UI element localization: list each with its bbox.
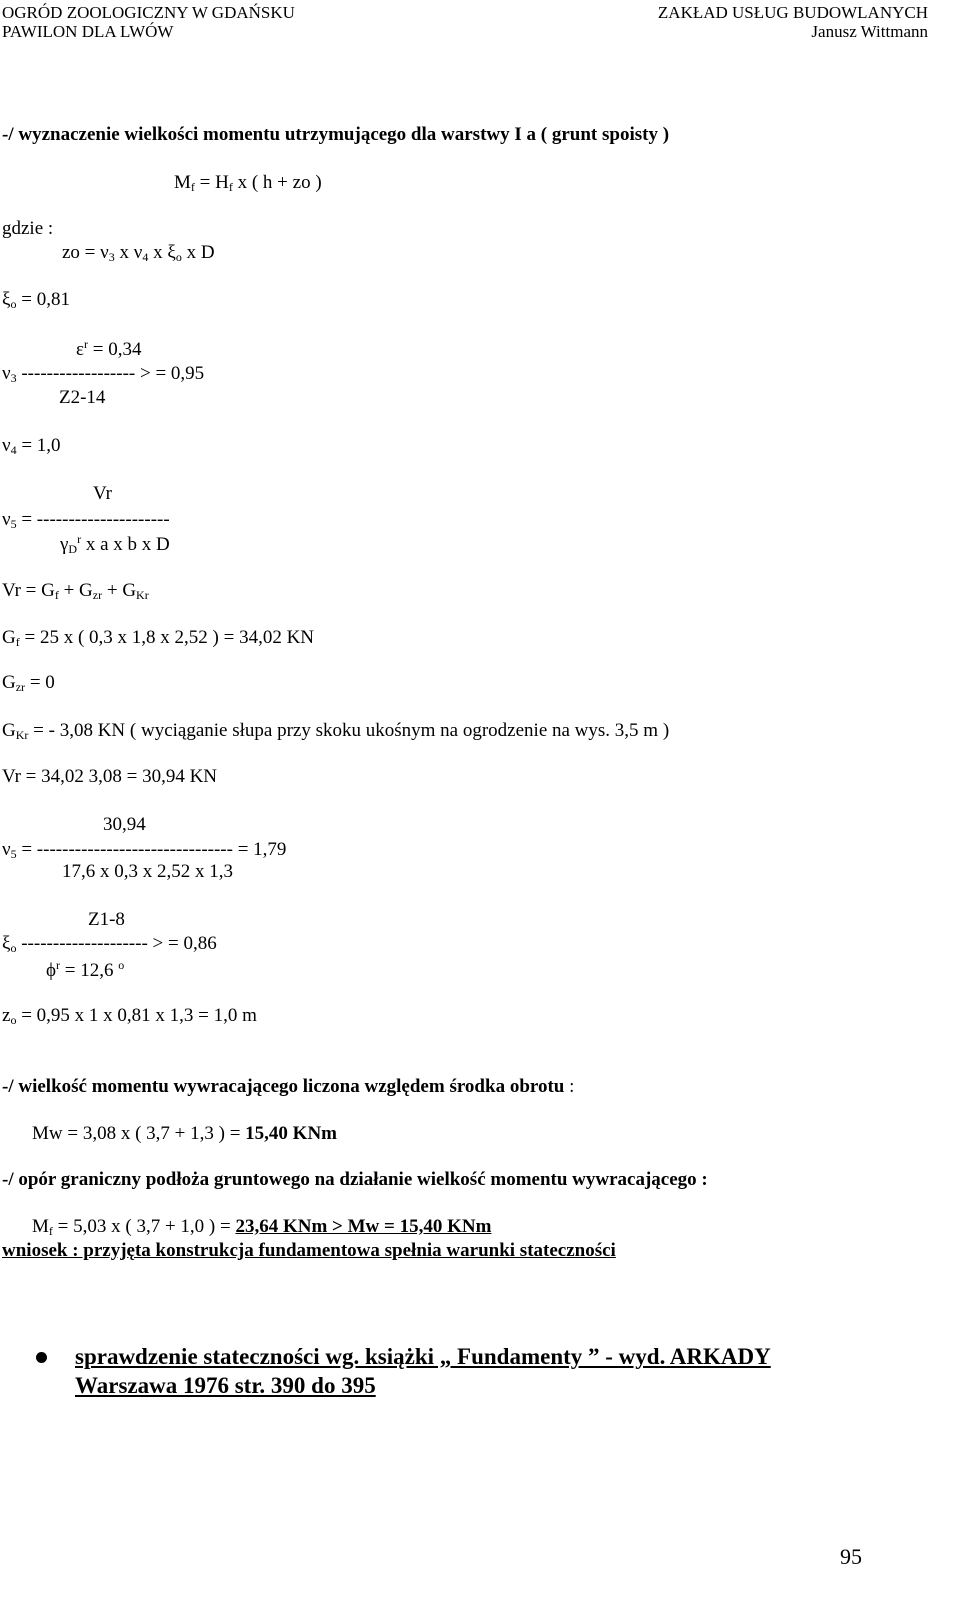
calc-mw: Mw = 3,08 x ( 3,7 + 1,3 ) = 15,40 KNm	[32, 1123, 337, 1144]
nu5-calc-line: ν5 = ------------------------------- = 1,79	[2, 839, 287, 861]
label-gdzie: gdzie :	[2, 218, 54, 239]
nu5-calc-denominator: 17,6 x 0,3 x 2,52 x 1,3	[62, 861, 233, 882]
reference-line-2: Warszawa 1976 str. 390 do 395	[75, 1373, 376, 1398]
formula-zo: zo = ν3 x ν4 x ξo x D	[62, 242, 215, 264]
header-project: PAWILON DLA LWÓW	[2, 22, 174, 41]
section-heading-overturning-moment: -/ wielkość momentu wywracającego liczona względem środka obrotu :	[2, 1076, 575, 1097]
calc-gkr: GKr = - 3,08 KN ( wyciąganie słupa przy skoku ukośnym na ogrodzenie na wys. 3,5 m )	[2, 720, 670, 742]
page-number: 95	[840, 1544, 862, 1569]
value-epsilon: $\varepsilon^r = 0,34$	[76, 337, 142, 360]
calc-gf: Gf = 25 x ( 0,3 x 1,8 x 2,52 ) = 34,02 KN	[2, 627, 315, 649]
calc-gzr: Gzr = 0	[2, 672, 55, 694]
value-nu4: ν4 = 1,0	[2, 435, 61, 457]
value-xi-o: ξo = 0,81	[2, 289, 70, 311]
xi-o-line: ξo -------------------- > = 0,86	[2, 933, 217, 955]
header-company-right: ZAKŁAD USŁUG BUDOWLANYCH	[657, 3, 928, 22]
nu5-denominator: $\gamma D^r$ x a x b x D	[60, 532, 170, 556]
header-author: Janusz Wittmann	[811, 22, 928, 41]
nu5-calc-numerator: 30,94	[103, 814, 146, 835]
table-ref-z1-8: Z1-8	[88, 909, 125, 930]
calc-zo: zo = 0,95 x 1 x 0,81 x 1,3 = 1,0 m	[2, 1005, 257, 1027]
nu5-fraction-line: ν5 = ---------------------	[2, 509, 170, 531]
section-heading-holding-moment: -/ wyznaczenie wielkości momentu utrzymującego dla warstwy I a ( grunt spoisty )	[2, 124, 670, 145]
calc-vr: Vr = 34,02 3,08 = 30,94 KN	[2, 766, 218, 787]
section-heading-resistance: -/ opór graniczny podłoża gruntowego na działanie wielkość momentu wywracającego :	[2, 1169, 708, 1190]
formula-mf: Mf = Hf x ( h + zo )	[174, 172, 322, 194]
table-ref-z2-14: Z2-14	[59, 387, 106, 408]
reference-line-1: sprawdzenie stateczności wg. książki „ Fundamenty ” - wyd. ARKADY	[75, 1344, 771, 1369]
calc-mf: Mf = 5,03 x ( 3,7 + 1,0 ) = 23,64 KNm > Mw = 15,40 KNm	[32, 1216, 492, 1238]
bullet-icon	[36, 1352, 47, 1363]
value-nu3: ν3 ------------------ > = 0,95	[2, 363, 205, 385]
value-phi: $\phi^r = 12,6$ $^o$	[46, 958, 125, 981]
header-company-left: OGRÓD ZOOLOGICZNY W GDAŃSKU	[2, 3, 295, 22]
formula-vr-sum: Vr = Gf + Gzr + GKr	[2, 580, 149, 602]
nu5-numerator: Vr	[93, 483, 112, 504]
conclusion: wniosek : przyjęta konstrukcja fundamentowa spełnia warunki stateczności	[2, 1240, 616, 1261]
